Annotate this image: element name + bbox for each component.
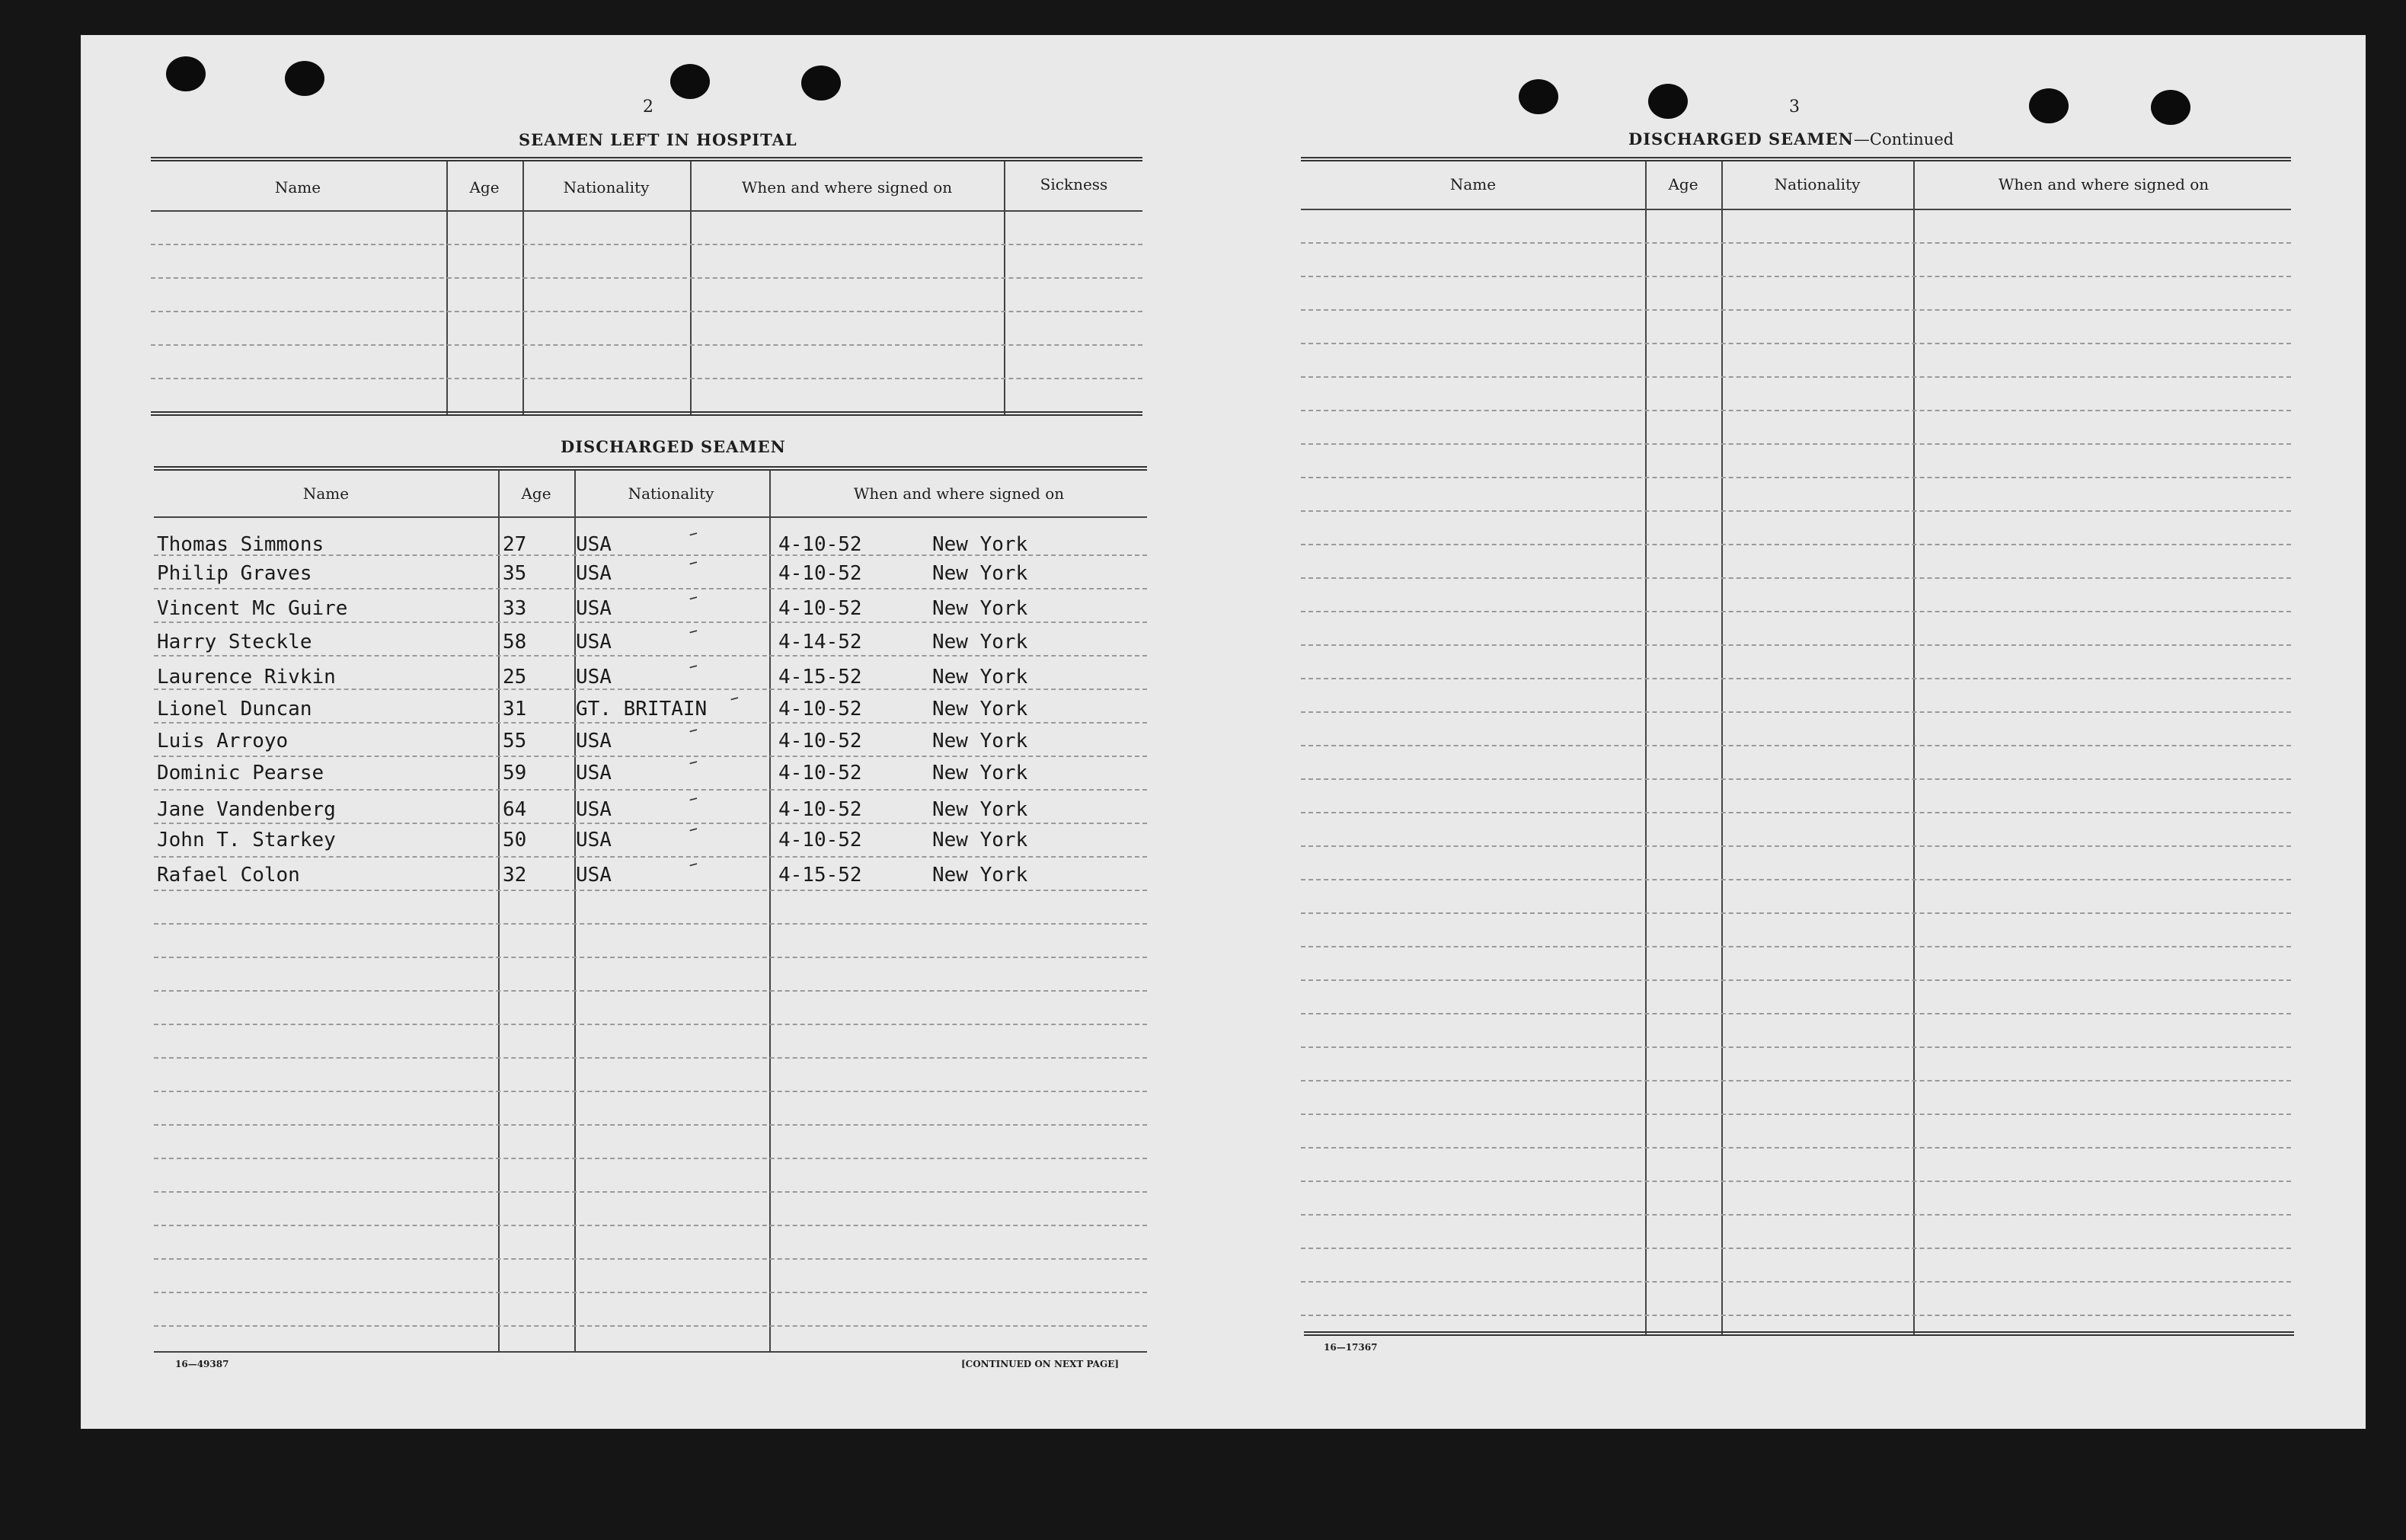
page-number: 2 (643, 97, 653, 117)
seaman-name: Jane Vandenberg (157, 798, 336, 821)
row-line (1301, 946, 2291, 947)
column-header-age: Age (521, 484, 551, 503)
table-bottom-rule (154, 1351, 1147, 1353)
seaman-nationality: USA (576, 829, 612, 851)
seaman-nationality: USA (576, 533, 612, 556)
seaman-name: Dominic Pearse (157, 762, 324, 784)
row-line (154, 1024, 1147, 1025)
row-line (154, 1091, 1147, 1092)
column-divider (446, 161, 448, 414)
check-mark: – (685, 550, 701, 574)
table-rule (151, 157, 1142, 161)
row-line (154, 722, 1147, 724)
row-line (1301, 745, 2291, 746)
punch-hole (285, 61, 324, 96)
seaman-name: Vincent Mc Guire (157, 597, 348, 620)
seaman-age: 50 (503, 829, 527, 851)
column-divider (498, 471, 500, 1351)
row-line (1301, 778, 2291, 780)
row-line (1301, 376, 2291, 378)
column-header-signed-on: When and where signed on (741, 178, 953, 196)
row-line (154, 1292, 1147, 1293)
check-mark: – (685, 851, 701, 876)
continued-note: [CONTINUED ON NEXT PAGE] (961, 1359, 1120, 1369)
check-mark: – (685, 653, 701, 678)
seaman-name: Thomas Simmons (157, 533, 324, 556)
row-line (154, 923, 1147, 925)
row-line (1301, 544, 2291, 545)
row-line (154, 890, 1147, 891)
row-line (154, 689, 1147, 690)
row-line (154, 1191, 1147, 1193)
form-number: 16—49387 (175, 1359, 229, 1369)
seaman-age: 32 (503, 864, 527, 887)
check-mark: – (685, 618, 701, 643)
row-line (154, 990, 1147, 992)
row-line (154, 789, 1147, 791)
check-mark: – (685, 816, 701, 841)
row-line (154, 1158, 1147, 1159)
punch-hole (801, 65, 841, 101)
column-header-signed-on: When and where signed on (853, 484, 1065, 503)
seaman-age: 58 (503, 631, 527, 653)
signed-on-place: New York (932, 762, 1028, 784)
table-bottom-rule (1304, 1331, 2294, 1336)
seaman-nationality: USA (576, 631, 612, 653)
seaman-name: Lionel Duncan (157, 698, 312, 720)
signed-on-place: New York (932, 864, 1028, 887)
check-mark: – (685, 521, 701, 545)
column-header-name: Name (302, 484, 350, 503)
row-line (1301, 912, 2291, 914)
form-number: 16—17367 (1324, 1342, 1378, 1353)
row-line (151, 244, 1142, 245)
column-header-age: Age (1668, 175, 1698, 193)
signed-on-place: New York (932, 798, 1028, 821)
row-line (151, 277, 1142, 279)
row-line (1301, 1281, 2291, 1283)
title-main: DISCHARGED SEAMEN (1628, 129, 1854, 149)
seaman-name: Harry Steckle (157, 631, 312, 653)
row-line (1301, 443, 2291, 445)
seaman-name: John T. Starkey (157, 829, 336, 851)
signed-on-date: 4-10-52 (778, 762, 862, 784)
seaman-age: 64 (503, 798, 527, 821)
row-line (1301, 979, 2291, 981)
row-line (154, 621, 1147, 623)
column-divider (1645, 161, 1647, 1334)
row-line (154, 957, 1147, 958)
signed-on-date: 4-10-52 (778, 730, 862, 752)
signed-on-date: 4-10-52 (778, 698, 862, 720)
column-header-nationality: Nationality (563, 178, 650, 196)
row-line (1301, 1147, 2291, 1149)
row-line (154, 823, 1147, 824)
check-mark: – (685, 749, 701, 774)
signed-on-date: 4-15-52 (778, 864, 862, 887)
row-line (1301, 845, 2291, 847)
punch-hole (166, 56, 206, 91)
seaman-nationality: USA (576, 762, 612, 784)
column-header-age: Age (469, 178, 500, 196)
row-line (1301, 276, 2291, 277)
column-divider (1004, 161, 1005, 414)
section-title-hospital: SEAMEN LEFT IN HOSPITAL (519, 130, 797, 149)
header-rule (1301, 209, 2291, 210)
row-line (1301, 1080, 2291, 1082)
signed-on-place: New York (932, 562, 1028, 585)
row-line (151, 311, 1142, 312)
check-mark: – (685, 585, 701, 609)
signed-on-place: New York (932, 829, 1028, 851)
row-line (1301, 577, 2291, 579)
row-line (154, 756, 1147, 757)
seaman-age: 27 (503, 533, 527, 556)
row-line (1301, 644, 2291, 646)
seaman-age: 35 (503, 562, 527, 585)
row-line (154, 1057, 1147, 1059)
row-line (1301, 410, 2291, 411)
seaman-name: Philip Graves (157, 562, 312, 585)
signed-on-date: 4-15-52 (778, 666, 862, 689)
section-title-discharged-continued (1628, 129, 1954, 149)
row-line (1301, 309, 2291, 311)
seaman-nationality: USA (576, 666, 612, 689)
column-divider (690, 161, 692, 414)
check-mark: – (685, 786, 701, 810)
seaman-age: 33 (503, 597, 527, 620)
row-line (1301, 343, 2291, 344)
punch-hole (1648, 84, 1688, 119)
column-divider (522, 161, 524, 414)
check-mark: – (685, 717, 701, 742)
signed-on-date: 4-10-52 (778, 533, 862, 556)
signed-on-date: 4-14-52 (778, 631, 862, 653)
punch-hole (1519, 79, 1558, 114)
row-line (1301, 678, 2291, 679)
row-line (154, 1325, 1147, 1327)
signed-on-place: New York (932, 730, 1028, 752)
row-line (1301, 242, 2291, 244)
column-header-nationality: Nationality (628, 484, 714, 503)
row-line (154, 554, 1147, 556)
check-mark: – (727, 685, 742, 710)
punch-hole (2151, 90, 2190, 125)
row-line (1301, 611, 2291, 612)
signed-on-place: New York (932, 666, 1028, 689)
row-line (1301, 1046, 2291, 1048)
row-line (1301, 510, 2291, 512)
row-line (154, 1124, 1147, 1126)
row-line (151, 344, 1142, 346)
column-divider (1913, 161, 1915, 1334)
row-line (154, 655, 1147, 657)
seaman-age: 31 (503, 698, 527, 720)
table-rule (154, 466, 1147, 471)
row-line (1301, 711, 2291, 713)
column-header-signed-on: When and where signed on (1998, 175, 2209, 193)
seaman-nationality: USA (576, 730, 612, 752)
seaman-age: 59 (503, 762, 527, 784)
row-line (1301, 1181, 2291, 1182)
row-line (154, 588, 1147, 589)
row-line (1301, 812, 2291, 813)
seaman-age: 25 (503, 666, 527, 689)
row-line (1301, 879, 2291, 880)
seaman-name: Laurence Rivkin (157, 666, 336, 689)
seaman-nationality: USA (576, 597, 612, 620)
punch-hole (2029, 88, 2069, 123)
seaman-nationality: USA (576, 562, 612, 585)
row-line (151, 378, 1142, 379)
seaman-name: Rafael Colon (157, 864, 300, 887)
row-line (1301, 1248, 2291, 1249)
seaman-nationality: USA (576, 798, 612, 821)
title-suffix: —Continued (1853, 130, 1954, 149)
seaman-name: Luis Arroyo (157, 730, 289, 752)
signed-on-place: New York (932, 631, 1028, 653)
column-header-nationality: Nationality (1774, 175, 1861, 193)
page-number: 3 (1789, 97, 1800, 117)
row-line (1301, 1113, 2291, 1115)
row-line (154, 856, 1147, 858)
signed-on-place: New York (932, 533, 1028, 556)
seaman-age: 55 (503, 730, 527, 752)
signed-on-date: 4-10-52 (778, 597, 862, 620)
column-header-name: Name (274, 178, 321, 196)
column-divider (769, 471, 771, 1351)
header-rule (151, 210, 1142, 212)
section-title-discharged: DISCHARGED SEAMEN (561, 437, 786, 456)
signed-on-place: New York (932, 698, 1028, 720)
row-line (1301, 1214, 2291, 1216)
row-line (1301, 1315, 2291, 1316)
column-header-sickness: Sickness (1040, 175, 1108, 193)
signed-on-date: 4-10-52 (778, 798, 862, 821)
header-rule (154, 516, 1147, 518)
table-rule (151, 411, 1142, 416)
signed-on-date: 4-10-52 (778, 829, 862, 851)
seaman-nationality: GT. BRITAIN (576, 698, 708, 720)
seaman-nationality: USA (576, 864, 612, 887)
row-line (1301, 477, 2291, 478)
column-header-name: Name (1449, 175, 1497, 193)
row-line (154, 1258, 1147, 1260)
signed-on-place: New York (932, 597, 1028, 620)
row-line (1301, 1013, 2291, 1014)
punch-hole (670, 64, 710, 99)
row-line (154, 1225, 1147, 1226)
table-rule (1301, 157, 2291, 161)
column-divider (1721, 161, 1723, 1334)
signed-on-date: 4-10-52 (778, 562, 862, 585)
